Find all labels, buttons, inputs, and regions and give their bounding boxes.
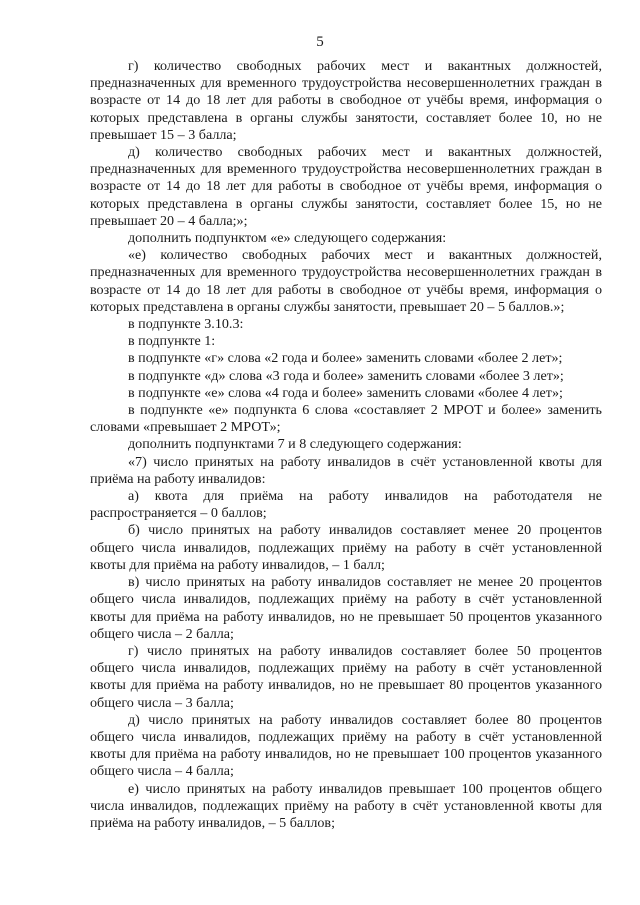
paragraph-e-5-points: е) число принятых на работу инвалидов превышает 100 процентов общего числа инвалидов, подлежащих приёму на работу в счёт установленной квоты для приёма на работу инвалидов, – 5 баллов; [90, 780, 602, 831]
paragraph-e-workplaces-5-points: «е) количество свободных рабочих мест и вакантных должностей, предназначенных для временного трудоустройства несовершеннолетних граждан в возрасте от 14 до 18 лет для работы в свободное от учёбы время, информация о которых представлена в органы службы занятости, превышает 20 – 5 баллов.»; [90, 247, 602, 315]
paragraph-replace-4-years: в подпункте «е» слова «4 года и более» заменить словами «более 4 лет»; [128, 384, 563, 401]
paragraph-d-workplaces-4-points: д) количество свободных рабочих мест и вакантных должностей, предназначенных для временного трудоустройства несовершеннолетних граждан в возрасте от 14 до 18 лет для работы в свободное от учёбы время, информация о которых представлена в органы службы занятости, составляет более 15, но не превышает 20 – 4 балла;»; [90, 144, 602, 229]
paragraph-v-2-points: в) число принятых на работу инвалидов составляет не менее 20 процентов общего числа инвалидов, подлежащих приёму на работу в счёт установленной квоты для приёма на работу инвалидов, но не превышает 50 процентов указанного общего числа – 2 балла; [90, 574, 602, 642]
paragraph-a-0-points: а) квота для приёма на работу инвалидов на работодателя не распространяется – 0 баллов; [90, 488, 602, 522]
paragraph-item-7-disabled-quota: «7) число принятых на работу инвалидов в счёт установленной квоты для приёма на работу инвалидов: [90, 453, 602, 487]
paragraph-replace-mrot: в подпункте «е» подпункта 6 слова «составляет 2 МРОТ и более» заменить словами «превышает 2 МРОТ»; [90, 402, 602, 436]
paragraph-replace-2-years: в подпункте «г» слова «2 года и более» заменить словами «более 2 лет»; [128, 350, 563, 367]
paragraph-b-1-point: б) число принятых на работу инвалидов составляет менее 20 процентов общего числа инвалидов, подлежащих приёму на работу в счёт установленной квоты для приёма на работу инвалидов, – 1 балл; [90, 522, 602, 573]
paragraph-g-3-points: г) число принятых на работу инвалидов составляет более 50 процентов общего числа инвалидов, подлежащих приёму на работу в счёт установленной квоты для приёма на работу инвалидов, но не превышает 80 процентов указанного общего числа – 3 балла; [90, 642, 602, 711]
paragraph-subitem-1: в подпункте 1: [128, 333, 216, 350]
paragraph-add-subitems-7-8: дополнить подпунктами 7 и 8 следующего содержания: [128, 436, 462, 453]
paragraph-replace-3-years: в подпункте «д» слова «3 года и более» заменить словами «более 3 лет»; [128, 367, 564, 384]
page-number: 5 [316, 34, 324, 50]
paragraph-add-subitem-e: дополнить подпунктом «е» следующего содержания: [128, 230, 447, 247]
paragraph-d-4-points: д) число принятых на работу инвалидов составляет более 80 процентов общего числа инвалидов, подлежащих приёму на работу в счёт установленной квоты для приёма на работу инвалидов, но не превышает 100 процентов указанного общего числа – 4 балла; [90, 711, 602, 780]
paragraph-subitem-3-10-3: в подпункте 3.10.3: [128, 316, 244, 333]
document-body [90, 58, 602, 832]
paragraph-g-workplaces-3-points: г) количество свободных рабочих мест и вакантных должностей, предназначенных для временного трудоустройства несовершеннолетних граждан в возрасте от 14 до 18 лет для работы в свободное от учёбы время, информация о которых представлена в органы службы занятости, составляет более 10, но не превышает 15 – 3 балла; [90, 58, 602, 143]
